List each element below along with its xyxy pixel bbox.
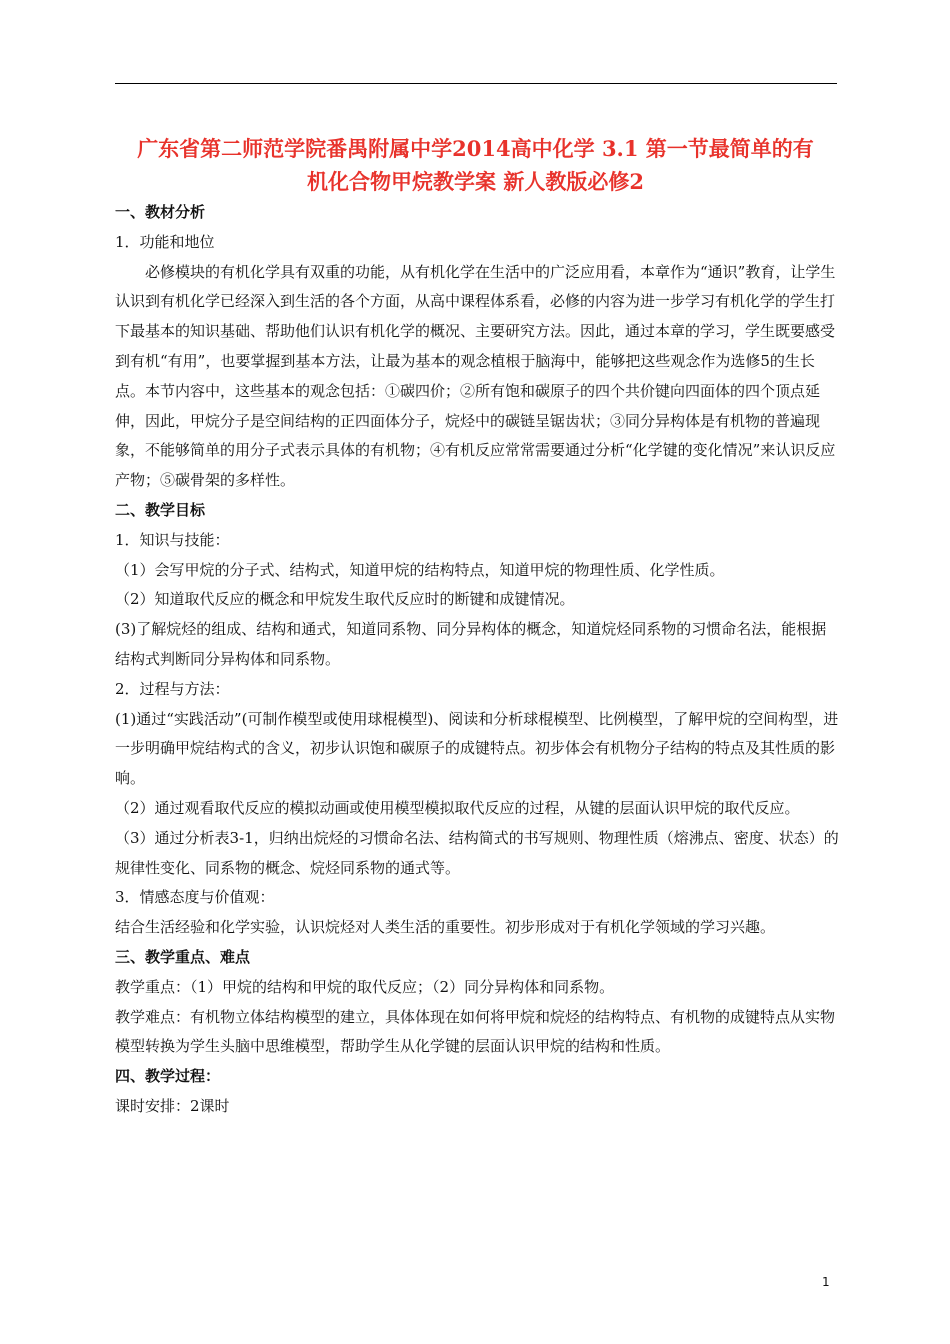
title-line-1: 广东省第二师范学院番禺附属中学2014高中化学 3.1 第一节最简单的有 [137, 136, 814, 161]
section-heading-teaching-goals: 二、教学目标 [115, 500, 206, 519]
teaching-key-points: 教学重点：（1）甲烷的结构和甲烷的取代反应；（2）同分异构体和同系物。 [115, 977, 615, 996]
goal-process-2: （2）通过观看取代反应的模拟动画或使用模型模拟取代反应的过程，从键的层面认识甲烷的取代反应。 [115, 798, 800, 817]
title-line-2: 机化合物甲烷教学案 新人教版必修2 [307, 169, 644, 194]
paragraph-function-position: 必修模块的有机化学具有双重的功能，从有机化学在生活中的广泛应用看，本章作为“通识”教育，让学生认识到有机化学已经深入到生活的各个方面，从高中课程体系看，必修的内容为进一步学习有机化学的学生打下最基本的知识基础、帮助他们认识有机化学的概况、主要研究方法。因此，通过本章的学习，学生既要感受到有机“有用”，也要掌握到基本方法，让最为基本的观念植根于脑海中，能够把这些观念作为选修5的生长点。本节内容中，这些基本的观念包括：①碳四价；②所有饱和碳原子的四个共价键向四面体的四个顶点延伸，因此，甲烷分子是空间结构的正四面体分子，烷烃中的碳链呈锯齿状；③同分异构体是有机物的普遍现象，不能够简单的用分子式表示具体的有机物；④有机反应常常需要通过分析“化学键的变化情况”来认识反应产物；⑤碳骨架的多样性。 [115, 262, 836, 490]
goal-knowledge-2: （2）知道取代反应的概念和甲烷发生取代反应时的断键和成键情况。 [115, 590, 575, 609]
document-body [115, 198, 839, 1122]
subheading-emotion-values: 3．情感态度与价值观： [115, 888, 275, 907]
section-heading-textbook-analysis: 一、教材分析 [115, 203, 206, 221]
header-rule [115, 83, 837, 84]
goal-emotion-1: 结合生活经验和化学实验，认识烷烃对人类生活的重要性。初步形成对于有机化学领域的学习兴趣。 [115, 918, 776, 937]
goal-process-1: (1)通过“实践活动”(可制作模型或使用球棍模型)、阅读和分析球棍模型、比例模型，了解甲烷的空间构型，进一步明确甲烷结构式的含义，初步认识饱和碳原子的成键特点。初步体会有机物分子结构的特点及其性质的影响。 [115, 709, 839, 788]
goal-process-3: （3）通过分析表3-1，归纳出烷烃的习惯命名法、结构简式的书写规则、物理性质（熔沸点、密度、状态）的规律性变化、同系物的概念、烷烃同系物的通式等。 [115, 828, 839, 877]
teaching-difficulties: 教学难点：有机物立体结构模型的建立，具体体现在如何将甲烷和烷烃的结构特点、有机物的成键特点从实物模型转换为学生头脑中思维模型，帮助学生从化学键的层面认识甲烷的结构和性质。 [115, 1007, 836, 1056]
goal-knowledge-3: (3)了解烷烃的组成、结构和通式，知道同系物、同分异构体的概念，知道烷烃同系物的习惯命名法，能根据结构式判断同分异构体和同系物。 [115, 620, 827, 668]
page-number: 1 [822, 1275, 830, 1289]
class-time-arrangement: 课时安排：2课时 [115, 1096, 230, 1115]
goal-knowledge-1: （1）会写甲烷的分子式、结构式，知道甲烷的结构特点，知道甲烷的物理性质、化学性质。 [115, 560, 725, 579]
subheading-function-position: 1．功能和地位 [115, 232, 215, 251]
section-heading-teaching-process: 四、教学过程： [115, 1067, 221, 1086]
subheading-process-methods: 2．过程与方法： [115, 679, 230, 698]
subheading-knowledge-skills: 1．知识与技能： [115, 530, 230, 549]
document-title [108, 132, 843, 198]
section-heading-key-difficult: 三、教学重点、难点 [115, 947, 251, 966]
